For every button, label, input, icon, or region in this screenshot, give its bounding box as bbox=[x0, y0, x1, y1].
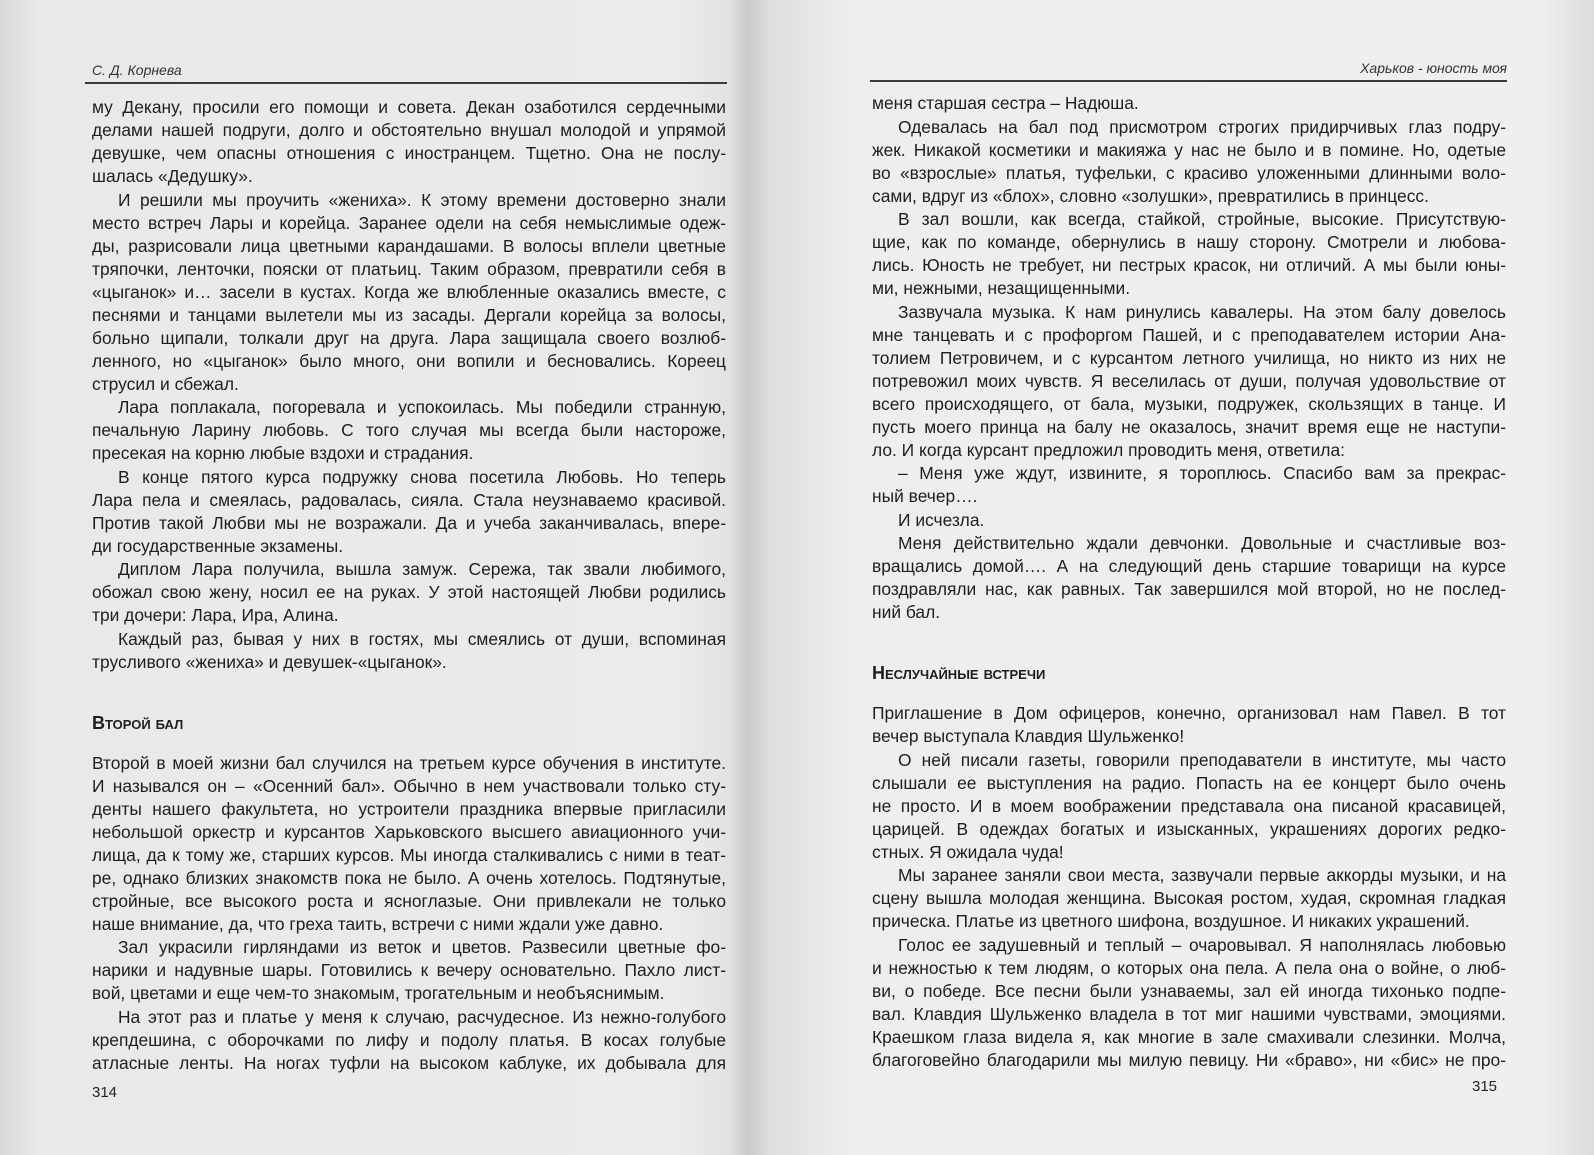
text-line: небольшой оркестр и курсантов Харьковского высшего авиационного учи- bbox=[92, 821, 726, 842]
text-line: стройные, все высокого роста и ясноглазые. Они привлекали не только bbox=[92, 890, 726, 911]
text-line: ленного, но «цыганок» было много, они вопили и бесновались. Кореец bbox=[92, 350, 726, 371]
text-line: делами нашей подруги, долго и обстоятельно внушал молодой и упрямой bbox=[92, 120, 726, 140]
text-line: ло. И когда курсант предложил проводить меня, ответила: bbox=[872, 439, 1345, 460]
text-line: Диплом Лара получила, вышла замуж. Сережа, так звали любимого, bbox=[118, 559, 726, 579]
text-line: атласные ленты. На ногах туфли на высоком каблуке, их добывала для bbox=[92, 1052, 726, 1073]
text-line: вечер выступала Клавдия Шульженко! bbox=[872, 726, 1185, 746]
text-line: ди государственные экзамены. bbox=[92, 535, 344, 556]
text-line: стных. Я ожидала чуда! bbox=[872, 841, 1064, 862]
text-line: трусливого «жениха» и девушек-«цыганок». bbox=[92, 651, 447, 672]
page-body bbox=[92, 96, 726, 1075]
text-line: Второй в моей жизни бал случился на третьем курсе обучения в институте. bbox=[92, 752, 726, 773]
text-line: денты нашего факультета, но устроители праздника впервые пригласили bbox=[92, 798, 726, 819]
text-line: во «взрослые» платья, туфельки, с красиво уложенными длинными воло- bbox=[872, 162, 1506, 183]
text-line: девушке, чем опасны отношения с иностранцем. Тщетно. Она не послу- bbox=[92, 143, 726, 163]
paragraph bbox=[872, 934, 1506, 1072]
text-line: щие, как по команде, обернулись в нашу сторону. Смотрели и любова- bbox=[872, 232, 1506, 252]
text-line: и нежностью к тем людям, о которых она пела. А пела она о войне, о люб- bbox=[872, 957, 1506, 978]
text-line: ви, о победе. Все песни были узнаваемы, зал ей иногда тихонько подпе- bbox=[872, 980, 1506, 1001]
paragraph bbox=[872, 116, 1506, 208]
section-heading: Второй бал bbox=[92, 712, 184, 733]
text-line: жек. Никакой косметики и макияжа у нас не было и в помине. Но, одетые bbox=[872, 139, 1506, 160]
text-line: поздравляли нас, как равных. Так завершился мой второй, но не послед- bbox=[872, 579, 1506, 599]
paragraph bbox=[872, 749, 1506, 864]
text-line: И решили мы проучить «жениха». К этому времени достоверно знали bbox=[118, 189, 726, 210]
text-line: Меня действительно ждали девчонки. Довольные и счастливые воз- bbox=[898, 533, 1506, 553]
paragraph bbox=[872, 208, 1506, 300]
paragraph bbox=[872, 462, 1506, 508]
text-line: мне танцевать и с профоргом Пашей, и с преподавателем истории Ана- bbox=[872, 324, 1506, 345]
text-line: сцену вышла молодая женщина. Высокая ростом, худая, скромная гладкая bbox=[872, 888, 1506, 908]
paragraph bbox=[92, 96, 726, 188]
header-rule bbox=[85, 82, 727, 84]
text-line: му Декану, просили его помощи и совета. Декан озаботился сердечными bbox=[92, 97, 726, 117]
paragraph bbox=[872, 702, 1506, 748]
text-line: Приглашение в Дом офицеров, конечно, организовал нам Павел. В тот bbox=[872, 703, 1506, 723]
section-heading: Неслучайные встречи bbox=[872, 663, 1046, 683]
running-head-title: Харьков - юность моя bbox=[1360, 60, 1507, 76]
paragraph bbox=[92, 1006, 726, 1075]
paragraph bbox=[92, 396, 726, 465]
text-line: прическа. Платье из цветного шифона, воздушное. И никаких украшений. bbox=[872, 911, 1470, 931]
text-line: Мы заранее заняли свои места, зазвучали первые аккорды музыки, и на bbox=[898, 865, 1506, 885]
text-line: больно щипали, толкали друг на друга. Лара защищала своего возлюб- bbox=[92, 327, 726, 348]
text-line: вращались домой…. А на следующий день старшие товарищи на курсе bbox=[872, 556, 1506, 576]
text-line: шалась «Дедушку». bbox=[92, 166, 253, 186]
text-line: благоговейно благодарили мы милую певицу. Ни «браво», ни «бис» не про- bbox=[872, 1049, 1506, 1070]
text-line: Против такой Любви мы не возражали. Да и учеба заканчивалась, впере- bbox=[92, 512, 726, 533]
paragraph bbox=[872, 532, 1506, 624]
paragraph bbox=[92, 628, 726, 674]
text-line: О ней писали газеты, говорили преподаватели в институте, мы часто bbox=[898, 749, 1506, 770]
text-line: потревожил моих чувств. Я веселилась от души, получая удовольствие от bbox=[872, 370, 1506, 391]
paragraph bbox=[92, 752, 726, 936]
text-line: вой, цветами и еще чем-то знакомым, трогательным и необъяснимым. bbox=[92, 983, 665, 1003]
text-line: – Меня уже ждут, извините, я тороплюсь. Спасибо вам за прекрас- bbox=[898, 463, 1506, 483]
text-line: И исчезла. bbox=[898, 509, 985, 530]
header-rule bbox=[870, 80, 1507, 82]
right-page bbox=[760, 0, 1594, 1155]
text-line: царицей. В одеждах богатых и изысканных, украшениях дорогих редко- bbox=[872, 818, 1506, 839]
text-line: крепдешина, с оборочками по лифу и подолу платья. В косах голубые bbox=[92, 1029, 726, 1050]
text-line: Зал украсили гирляндами из веток и цветов. Развесили цветные фо- bbox=[118, 937, 726, 957]
text-line: тряпочки, ленточки, пояски от платьиц. Таким образом, превратили себя в bbox=[92, 258, 726, 279]
paragraph bbox=[92, 936, 726, 1005]
text-line: На этот раз и платье у меня к случаю, расчудесное. Из нежно-голубого bbox=[118, 1006, 726, 1027]
left-page bbox=[0, 0, 760, 1155]
paragraph bbox=[872, 509, 1506, 532]
text-line: песнями и танцами вылетели мы из засады. Дергали корейца за волосы, bbox=[92, 304, 726, 325]
running-head-author: С. Д. Корнева bbox=[92, 62, 182, 78]
text-line: слышали ее выступления на радио. Попасть на ее концерт было очень bbox=[872, 772, 1506, 793]
text-line: сами, вдруг из «блох», словно «золушки», превратились в принцесс. bbox=[872, 185, 1429, 206]
page-number: 315 bbox=[1472, 1078, 1498, 1095]
page-number: 314 bbox=[92, 1084, 118, 1101]
text-line: ный вечер…. bbox=[872, 486, 978, 506]
text-line: меня старшая сестра – Надюша. bbox=[872, 93, 1139, 113]
text-line: В конце пятого курса подружку снова посетила Любовь. Но теперь bbox=[118, 466, 726, 487]
text-line: Зазвучала музыка. К нам ринулись кавалеры. На этом балу довелось bbox=[898, 301, 1506, 322]
text-line: толием Петровичем, и с курсантом летного училища, но никто из них не bbox=[872, 347, 1506, 368]
page-body bbox=[872, 92, 1506, 1072]
text-line: ми, нежными, незащищенными. bbox=[872, 278, 1131, 298]
text-line: «цыганок» и… засели в кустах. Когда же влюбленные оказались вместе, с bbox=[92, 281, 726, 302]
text-line: три дочери: Лара, Ира, Алина. bbox=[92, 605, 339, 625]
text-line: всего происходящего, от бала, музыки, подружек, скользящих в танце. И bbox=[872, 393, 1506, 414]
text-line: ды, разрисовали лица цветными карандашами. В волосы вплели цветные bbox=[92, 235, 726, 256]
text-line: Каждый раз, бывая у них в гостях, мы смеялись от души, вспоминая bbox=[118, 628, 726, 649]
text-line: лища, да к тому же, старших курсов. Мы иногда сталкивались с ними в теат- bbox=[92, 844, 726, 865]
text-line: нарики и надувные шары. Готовились к вечеру основательно. Пахло лист- bbox=[92, 960, 726, 980]
paragraph bbox=[872, 92, 1506, 115]
text-line: лись. Юность не требует, ни пестрых красок, ни отличий. А мы были юны- bbox=[872, 255, 1506, 275]
text-line: место встреч Лары и корейца. Заранее одели на себя немыслимые одеж- bbox=[92, 212, 726, 233]
text-line: Лара пела и смеялась, радовалась, сияла. Стала неузнаваемо красивой. bbox=[92, 489, 726, 510]
text-line: Голос ее задушевный и теплый – очаровывал. Я наполнялась любовью bbox=[898, 934, 1506, 955]
text-line: Лара поплакала, погоревала и успокоилась. Мы победили странную, bbox=[118, 397, 726, 417]
paragraph bbox=[92, 466, 726, 558]
text-line: Краешком глаза видела я, как многие в зале смахивали слезинки. Молча, bbox=[872, 1026, 1506, 1047]
text-line: наше внимание, да, что греха таить, встречи с ними ждали уже давно. bbox=[92, 913, 664, 934]
paragraph bbox=[92, 189, 726, 396]
text-line: Одевалась на бал под присмотром строгих придирчивых глаз подру- bbox=[898, 116, 1506, 137]
text-line: пусть моего принца на балу не оказалось, значит время еще не наступи- bbox=[872, 416, 1506, 437]
text-line: пресекая на корню любые вздохи и страдания. bbox=[92, 443, 474, 463]
text-line: вал. Клавдия Шульженко владела в тот миг нашими чувствами, эмоциями. bbox=[872, 1003, 1506, 1024]
paragraph bbox=[872, 864, 1506, 933]
text-line: ний бал. bbox=[872, 602, 941, 622]
text-line: струсил и сбежал. bbox=[92, 373, 239, 394]
text-line: обожал свою жену, носил ее на руках. У этой настоящей Любви родились bbox=[92, 582, 726, 602]
text-line: И назывался он – «Осенний бал». Обычно в нем участвовали только сту- bbox=[92, 775, 726, 796]
paragraph bbox=[92, 558, 726, 627]
text-line: В зал вошли, как всегда, стайкой, стройные, высокие. Присутствую- bbox=[898, 209, 1506, 229]
text-line: не просто. И в моем воображении представала она писаной красавицей, bbox=[872, 795, 1506, 816]
paragraph bbox=[872, 301, 1506, 462]
text-line: ре, однако близких знакомств пока не было. А очень хотелось. Подтянутые, bbox=[92, 867, 726, 888]
text-line: печальную Ларину любовь. С того случая мы всегда были настороже, bbox=[92, 420, 726, 440]
